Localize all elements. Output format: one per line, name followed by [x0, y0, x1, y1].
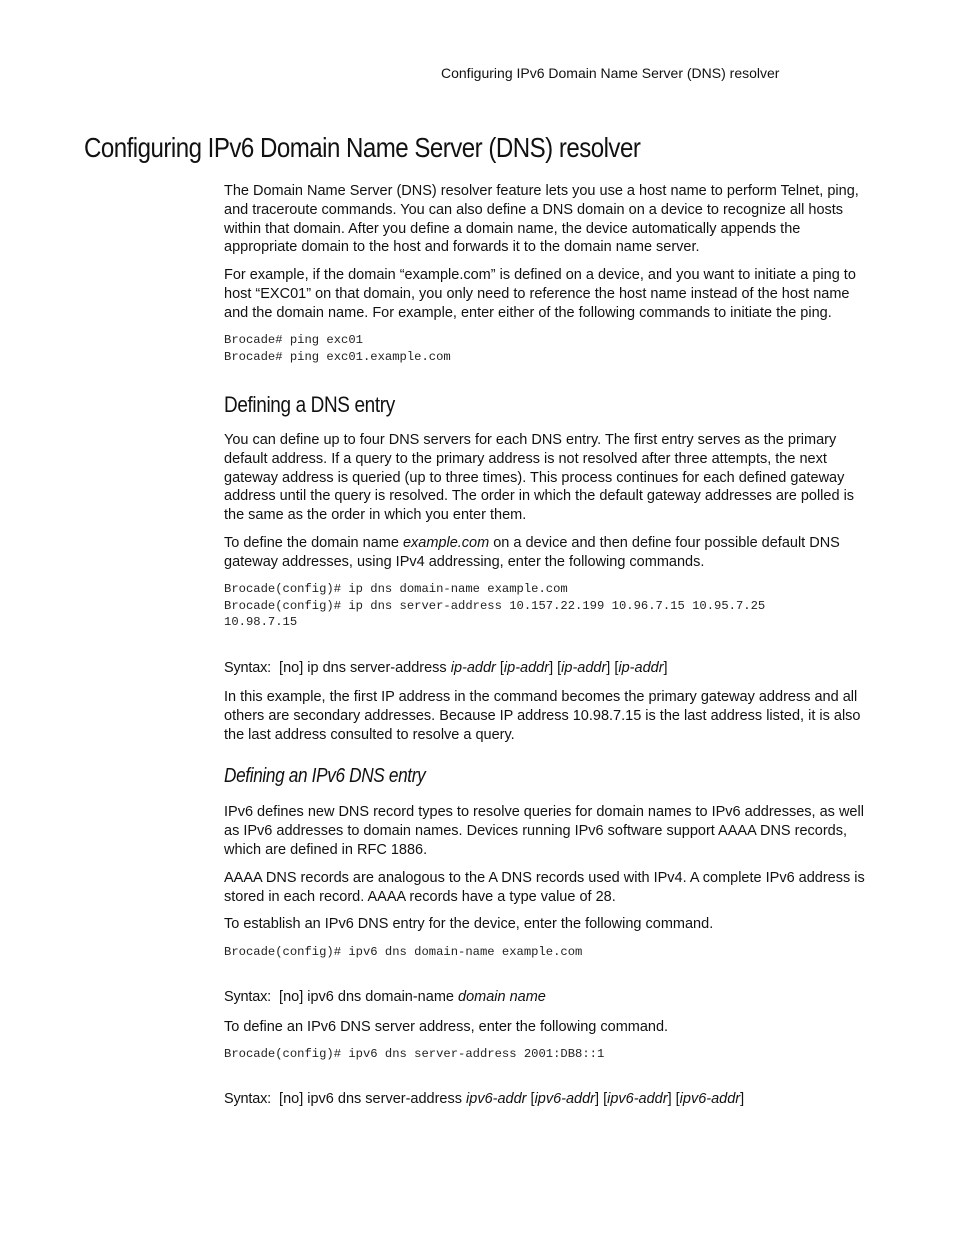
text-line: stored in each record. AAAA records have a type value of 28.	[224, 888, 616, 905]
syntax-command: ip dns server-address	[307, 660, 447, 676]
syntax-label: Syntax:	[224, 989, 271, 1005]
section2-paragraph-3	[224, 915, 874, 934]
section1-paragraph-2	[224, 534, 874, 572]
syntax-arg: ip-addr	[503, 660, 550, 676]
syntax-arg: ipv6-addr	[679, 1091, 741, 1107]
syntax-label: Syntax:	[224, 660, 271, 676]
syntax-arg: ip-addr	[618, 660, 664, 676]
text-line: others are secondary addresses. Because IP address 10.98.7.15 is the last address listed, it is also	[224, 707, 861, 724]
text-line: default address. If a query to the primary address is not resolved after three attempts, the next	[224, 450, 827, 467]
text-line: IPv6 defines new DNS record types to resolve queries for domain names to IPv6 addresses, as well	[224, 804, 864, 820]
syntax-arg: domain name	[458, 989, 546, 1005]
text-line: within that domain. After you define a domain name, the device automatically appends the	[224, 220, 801, 237]
intro-paragraph-1	[224, 182, 874, 257]
section2-code-block-1	[224, 944, 874, 961]
text-line: and the domain name. For example, enter either of the following commands to initiate the ping.	[224, 304, 832, 321]
syntax-ipv6-dns-server-address: Syntax: [no] ipv6 dns server-address ipv6-addr [ipv6-addr] [ipv6-addr] [ipv6-addr]	[224, 1091, 745, 1107]
text-line: AAAA DNS records are analogous to the A DNS records used with IPv4. A complete IPv6 address is	[224, 870, 865, 886]
text-line: the last address consulted to resolve a query.	[224, 726, 515, 743]
text-line: The Domain Name Server (DNS) resolver feature lets you use a host name to perform Telnet, ping,	[224, 183, 859, 199]
code-line: Brocade(config)# ipv6 dns domain-name example.com	[224, 945, 583, 959]
section1-paragraph-1	[224, 431, 874, 525]
syntax-arg: ip-addr	[450, 660, 496, 676]
text-line: and traceroute commands. You can also define a DNS domain on a device to recognize all hosts	[224, 201, 844, 218]
section2-paragraph-1	[224, 803, 874, 859]
text-line: You can define up to four DNS servers for each DNS entry. The first entry serves as the primary	[224, 432, 837, 448]
intro-code-block	[224, 332, 874, 365]
domain-name-emphasis: example.com	[402, 535, 490, 551]
section2-paragraph-2	[224, 869, 874, 907]
text-line: appropriate domain to the host and forwards it to the domain name server.	[224, 239, 700, 256]
syntax-command: ipv6 dns server-address	[307, 1091, 463, 1107]
section-heading-dns-entry: Defining a DNS entry	[224, 392, 395, 417]
section1-code-block	[224, 581, 874, 631]
text-line: address until the query is resolved. The order in which the default gateway addresses are polled is	[224, 488, 855, 505]
text-line: For example, if the domain “example.com” is defined on a device, and you want to initiate a ping to	[224, 267, 856, 283]
syntax-ipv6-dns-domain-name: Syntax: [no] ipv6 dns domain-name domain name	[224, 989, 546, 1005]
running-header: Configuring IPv6 Domain Name Server (DNS) resolver	[441, 65, 780, 81]
syntax-arg: ipv6-addr	[466, 1091, 527, 1107]
code-line: Brocade(config)# ipv6 dns server-address 2001:DB8::1	[224, 1047, 605, 1061]
syntax-arg: ipv6-addr	[534, 1091, 596, 1107]
syntax-arg: ip-addr	[561, 660, 607, 676]
text-line: gateway addresses, using IPv4 addressing, enter the following commands.	[224, 553, 705, 570]
page-title: Configuring IPv6 Domain Name Server (DNS) resolver	[84, 132, 641, 163]
code-line: 10.98.7.15	[224, 615, 298, 629]
code-line: Brocade# ping exc01	[224, 333, 363, 347]
text-run: on a device and then define four possible default DNS	[489, 535, 840, 551]
text-line: which are defined in RFC 1886.	[224, 841, 428, 858]
text-line: gateway address is queried (up to three times). This process continues for each defined gateway	[224, 469, 845, 486]
code-line: Brocade(config)# ip dns domain-name example.com	[224, 582, 568, 596]
syntax-command: ipv6 dns domain-name	[307, 989, 454, 1005]
section-heading-ipv6-dns-entry: Defining an IPv6 DNS entry	[224, 765, 426, 787]
text-run: To define the domain name	[224, 535, 403, 551]
intro-paragraph-2	[224, 266, 874, 322]
syntax-no: no	[283, 1091, 300, 1107]
text-line: the same as the order in which you enter them.	[224, 507, 527, 524]
section2-paragraph-4	[224, 1018, 874, 1037]
section2-code-block-2	[224, 1046, 874, 1063]
text-line: as IPv6 addresses to domain names. Devices running IPv6 software support AAAA DNS records,	[224, 822, 847, 839]
syntax-no: no	[283, 660, 300, 676]
syntax-ip-dns-server-address: Syntax: [no] ip dns server-address ip-addr [ip-addr] [ip-addr] [ip-addr]	[224, 660, 668, 676]
syntax-no: no	[283, 989, 300, 1005]
section1-paragraph-3	[224, 688, 874, 744]
text-line: To define an IPv6 DNS server address, enter the following command.	[224, 1019, 669, 1035]
syntax-arg: ipv6-addr	[607, 1091, 668, 1107]
syntax-label: Syntax:	[224, 1091, 271, 1107]
code-line: Brocade# ping exc01.example.com	[224, 349, 451, 364]
text-line: host “EXC01” on that domain, you only need to reference the host name instead of the host name	[224, 285, 850, 302]
text-line: In this example, the first IP address in the command becomes the primary gateway address and all	[224, 689, 858, 705]
code-line: Brocade(config)# ip dns server-address 10.157.22.199 10.96.7.15 10.95.7.25	[224, 598, 766, 613]
text-line: To establish an IPv6 DNS entry for the device, enter the following command.	[224, 916, 714, 932]
